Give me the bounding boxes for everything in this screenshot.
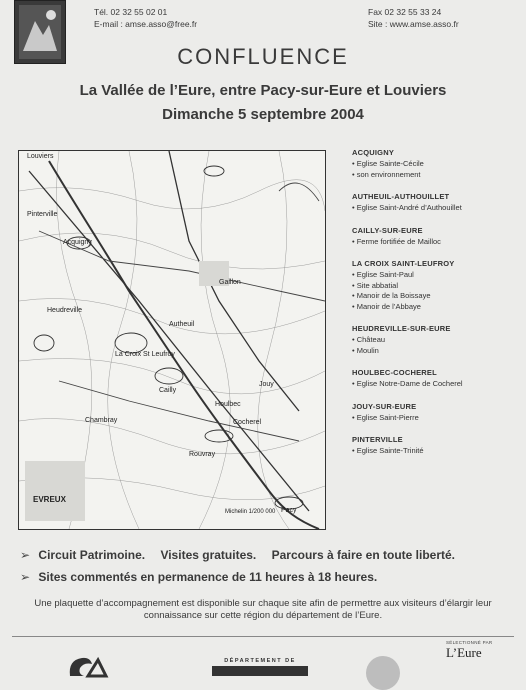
- site-item: • Eglise Saint-André d’Authouillet: [352, 203, 462, 212]
- sponsor-name: L’Eure: [446, 645, 482, 660]
- site-item: • Ferme fortifiée de Mailloc: [352, 236, 441, 246]
- page-title: CONFLUENCE: [177, 44, 349, 69]
- site-group-cailly: [352, 226, 522, 248]
- site-item: • Eglise Sainte-Trinité: [352, 446, 424, 455]
- site-item: • Moulin: [352, 345, 379, 355]
- map-label: Jouy: [259, 381, 274, 388]
- phone-number: Tél. 02 32 55 02 01: [94, 7, 168, 17]
- sponsor-logo: [446, 640, 492, 661]
- email-address: E-mail : amse.asso@free.fr: [94, 19, 198, 29]
- sites-list: [352, 148, 522, 469]
- highlight-hours: Sites commentés en permanence de 11 heures à 18 heures.: [38, 570, 378, 584]
- commune-name: CAILLY-SUR-EURE: [352, 225, 423, 235]
- credit-agricole-logo: [66, 654, 110, 678]
- highlights: [20, 544, 520, 588]
- map-label: Cocherel: [233, 419, 262, 426]
- arrow-right-icon: ➢: [20, 548, 31, 562]
- site-item: • Eglise Notre-Dame de Cocherel: [352, 379, 463, 388]
- commune-name: PINTERVILLE: [352, 435, 403, 444]
- highlight-freedom: Parcours à faire en toute liberté.: [271, 548, 456, 562]
- event-date: Dimanche 5 septembre 2004: [162, 106, 364, 123]
- map-label: Pacy: [281, 507, 297, 514]
- site-item: • Château: [352, 335, 386, 344]
- commune-name: AUTHEUIL-AUTHOUILLET: [352, 192, 450, 201]
- sponsor-caption: SÉLECTIONNÉ PAR: [446, 640, 493, 645]
- departement-logo: [212, 658, 308, 676]
- region-map: [18, 150, 326, 530]
- site-group-houlbec: [352, 368, 522, 390]
- site-group-pinterville: [352, 435, 522, 457]
- map-label: Acquigny: [63, 239, 92, 246]
- map-label: Pinterville: [27, 211, 58, 218]
- map-label: Louviers: [27, 153, 54, 160]
- site-item: • son environnement: [352, 169, 421, 179]
- map-drawing: [19, 151, 325, 529]
- contact-right: [368, 6, 459, 30]
- site-item: • Site abbatial: [352, 280, 398, 290]
- page-subtitle: La Vallée de l’Eure, entre Pacy-sur-Eure et Louviers: [79, 82, 447, 99]
- commune-name: JOUY-SUR-EURE: [352, 401, 417, 411]
- site-item: • Manoir de la Boissaye: [352, 291, 431, 300]
- map-label: EVREUX: [33, 495, 66, 504]
- site-group-acquigny: [352, 148, 522, 180]
- commune-name: ACQUIGNY: [352, 148, 395, 157]
- map-label: Heudreville: [47, 307, 83, 314]
- website: Site : www.amse.asso.fr: [368, 19, 459, 29]
- commune-name: HEUDREVILLE-SUR-EURE: [352, 324, 451, 333]
- map-label: Cailly: [159, 387, 177, 394]
- map-label: La Croix St Leufroy: [115, 351, 175, 358]
- highlight-free: Visites gratuites.: [160, 548, 257, 562]
- fax-number: Fax 02 32 55 33 24: [368, 7, 442, 17]
- footer-divider: [12, 636, 514, 637]
- map-label: Rouvray: [189, 451, 216, 458]
- highlight-circuit: Circuit Patrimoine.: [38, 548, 146, 562]
- contact-left: [94, 6, 197, 30]
- arrow-right-icon: ➢: [20, 570, 31, 584]
- info-text: Une plaquette d’accompagnement est disponible sur chaque site afin de permettre aux visiteurs d’élargir leur connaissance sur cette région du département de l’Eure.: [34, 598, 492, 621]
- commune-name: HOULBEC-COCHEREL: [352, 368, 437, 377]
- seal-logo: [366, 656, 400, 690]
- site-group-autheuil: [352, 192, 522, 214]
- site-item: • Eglise Sainte-Cécile: [352, 159, 424, 168]
- highlight-line-2: [20, 566, 520, 588]
- map-label: Gaillon: [219, 279, 241, 286]
- site-item: • Eglise Saint-Paul: [352, 270, 414, 279]
- map-label: Chambray: [85, 417, 118, 424]
- site-group-jouy: [352, 402, 522, 424]
- commune-name: LA CROIX SAINT-LEUFROY: [352, 259, 455, 268]
- map-label: Houlbec: [215, 401, 241, 408]
- site-item: • Manoir de l’Abbaye: [352, 301, 421, 311]
- map-scale: Michelin 1/200 000: [225, 509, 276, 515]
- site-group-heudreville: [352, 324, 522, 356]
- site-group-la-croix: [352, 259, 522, 312]
- departement-label: DÉPARTEMENT DE: [224, 658, 296, 664]
- highlight-line-1: [20, 544, 520, 566]
- map-label: Autheuil: [169, 321, 195, 328]
- site-item: • Eglise Saint-Pierre: [352, 412, 419, 422]
